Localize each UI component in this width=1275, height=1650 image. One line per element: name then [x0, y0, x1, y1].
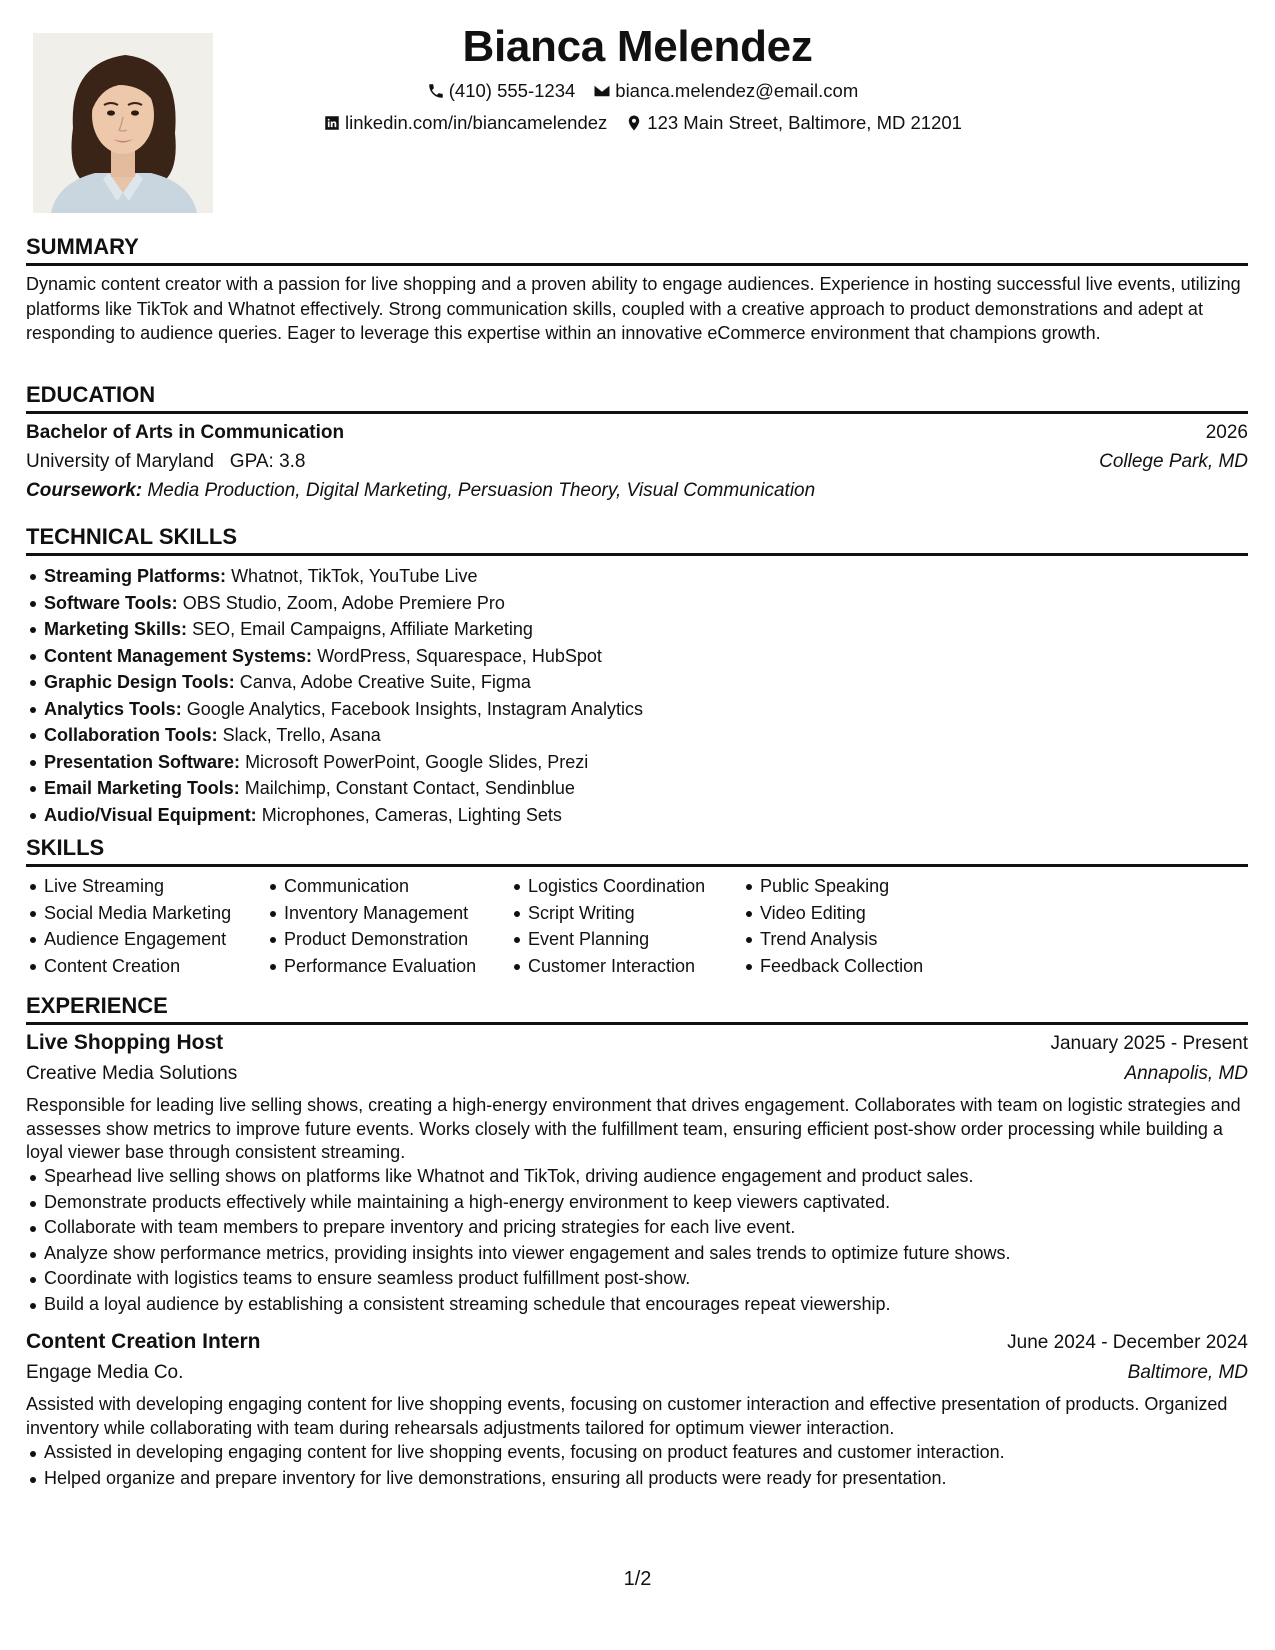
skills-column-3	[510, 873, 705, 979]
address-contact	[625, 112, 962, 134]
job-2-company-row	[26, 1362, 1248, 1384]
job-2-bullets	[26, 1440, 1266, 1491]
job-bullet: Coordinate with logistics teams to ensure seamless product fulfillment post-show.	[44, 1266, 1266, 1292]
technical-skill-item: Marketing Skills: SEO, Email Campaigns, Affiliate Marketing	[44, 616, 1266, 643]
skill-item: Event Planning	[528, 926, 705, 953]
linkedin-icon	[323, 114, 341, 132]
phone-icon	[427, 82, 445, 100]
skill-item: Public Speaking	[760, 873, 923, 900]
school-location: College Park, MD	[1099, 451, 1248, 472]
skills-column-2	[266, 873, 476, 979]
technical-skill-item: Collaboration Tools: Slack, Trello, Asana	[44, 722, 1266, 749]
education-school-row	[26, 451, 1248, 473]
skill-item: Communication	[284, 873, 476, 900]
job-title: Content Creation Intern	[26, 1330, 261, 1353]
education-heading: EDUCATION	[26, 382, 156, 407]
skill-item: Customer Interaction	[528, 953, 705, 980]
experience-divider	[26, 1022, 1248, 1025]
job-dates: January 2025 - Present	[1050, 1033, 1248, 1054]
skill-item: Feedback Collection	[760, 953, 923, 980]
coursework-label: Coursework:	[26, 480, 143, 501]
graduation-year: 2026	[1205, 422, 1248, 443]
skill-item: Script Writing	[528, 900, 705, 927]
technical-skills-heading: TECHNICAL SKILLS	[26, 524, 238, 549]
job-2-title-row	[26, 1330, 1248, 1354]
summary-heading: SUMMARY	[26, 234, 139, 259]
gpa: GPA: 3.8	[229, 451, 306, 472]
envelope-icon	[593, 82, 611, 100]
skill-item: Audience Engagement	[44, 926, 231, 953]
skill-item: Live Streaming	[44, 873, 231, 900]
job-1-company-row	[26, 1063, 1248, 1085]
email-text[interactable]: bianca.melendez@email.com	[615, 80, 859, 101]
school-name: University of Maryland	[26, 451, 214, 472]
candidate-name: Bianca Melendez	[462, 22, 813, 71]
job-2-description: Assisted with developing engaging content for live shopping events, focusing on customer interaction and effective presentation of products. Organized inventory while collaborating with team during rehearsals adjustments tailored for optimum viewer interaction.	[26, 1394, 1228, 1438]
map-pin-icon	[625, 114, 643, 132]
technical-skills-divider	[26, 553, 1248, 556]
linkedin-text[interactable]: linkedin.com/in/biancamelendez	[345, 112, 608, 133]
skill-item: Logistics Coordination	[528, 873, 705, 900]
summary-divider	[26, 263, 1248, 266]
job-bullet: Collaborate with team members to prepare inventory and pricing strategies for each live event.	[44, 1215, 1266, 1241]
experience-heading: EXPERIENCE	[26, 993, 168, 1018]
job-dates: June 2024 - December 2024	[1007, 1332, 1248, 1353]
job-company: Engage Media Co.	[26, 1362, 184, 1383]
email-contact[interactable]	[593, 80, 858, 102]
skill-item: Inventory Management	[284, 900, 476, 927]
technical-skills-list	[26, 563, 1266, 828]
degree-title: Bachelor of Arts in Communication	[26, 422, 345, 443]
job-1-description: Responsible for leading live selling shows, creating a high-energy environment that drives engagement. Collaborates with team on logistic strategies and assesses show metrics to improve future events. Works closely with the fulfillment team, ensuring efficient post-show order processing while building a loyal viewer base through consistent streaming.	[26, 1095, 1241, 1162]
job-bullet: Helped organize and prepare inventory for live demonstrations, ensuring all products were ready for presentation.	[44, 1466, 1266, 1492]
skills-column-1	[26, 873, 231, 979]
skill-item: Product Demonstration	[284, 926, 476, 953]
contact-row-2	[0, 112, 1275, 134]
skill-item: Social Media Marketing	[44, 900, 231, 927]
skills-heading: SKILLS	[26, 835, 105, 860]
skill-item: Performance Evaluation	[284, 953, 476, 980]
page-number: 1/2	[623, 1568, 652, 1590]
job-bullet: Demonstrate products effectively while maintaining a high-energy environment to keep viewers captivated.	[44, 1190, 1266, 1216]
coursework-row	[26, 480, 1248, 502]
technical-skill-item: Audio/Visual Equipment: Microphones, Cameras, Lighting Sets	[44, 802, 1266, 829]
job-bullet: Spearhead live selling shows on platforms like Whatnot and TikTok, driving audience engagement and product sales.	[44, 1164, 1266, 1190]
job-1-bullets	[26, 1164, 1266, 1318]
linkedin-contact[interactable]	[323, 112, 607, 134]
technical-skill-item: Graphic Design Tools: Canva, Adobe Creative Suite, Figma	[44, 669, 1266, 696]
contact-row-1	[0, 80, 1275, 102]
technical-skill-item: Content Management Systems: WordPress, Squarespace, HubSpot	[44, 643, 1266, 670]
skill-item: Trend Analysis	[760, 926, 923, 953]
skills-column-4	[742, 873, 923, 979]
job-location: Baltimore, MD	[1127, 1362, 1248, 1383]
job-location: Annapolis, MD	[1124, 1063, 1248, 1084]
skill-item: Video Editing	[760, 900, 923, 927]
job-bullet: Analyze show performance metrics, providing insights into viewer engagement and sales trends to optimize future shows.	[44, 1241, 1266, 1267]
technical-skill-item: Presentation Software: Microsoft PowerPoint, Google Slides, Prezi	[44, 749, 1266, 776]
job-title: Live Shopping Host	[26, 1031, 224, 1054]
job-1-title-row	[26, 1031, 1248, 1055]
technical-skill-item: Software Tools: OBS Studio, Zoom, Adobe Premiere Pro	[44, 590, 1266, 617]
skills-divider	[26, 864, 1248, 867]
technical-skill-item: Email Marketing Tools: Mailchimp, Constant Contact, Sendinblue	[44, 775, 1266, 802]
coursework-list: Media Production, Digital Marketing, Persuasion Theory, Visual Communication	[147, 480, 816, 501]
technical-skill-item: Streaming Platforms: Whatnot, TikTok, YouTube Live	[44, 563, 1266, 590]
summary-text: Dynamic content creator with a passion for live shopping and a proven ability to engage audiences. Experience in hosting successful live events, utilizing platforms like TikTok and Whatnot effectively. Strong communication skills, coupled with a creative approach to product demonstrations and adept at responding to audience queries. Eager to leverage this expertise within an innovative eCommerce environment that champions growth.	[26, 274, 1241, 343]
phone-text: (410) 555-1234	[448, 80, 576, 101]
job-bullet: Build a loyal audience by establishing a consistent streaming schedule that encourages repeat viewership.	[44, 1292, 1266, 1318]
job-company: Creative Media Solutions	[26, 1063, 238, 1084]
education-divider	[26, 411, 1248, 414]
address-text: 123 Main Street, Baltimore, MD 21201	[647, 112, 962, 133]
phone-contact	[427, 80, 576, 102]
technical-skill-item: Analytics Tools: Google Analytics, Facebook Insights, Instagram Analytics	[44, 696, 1266, 723]
skill-item: Content Creation	[44, 953, 231, 980]
education-degree-row	[26, 422, 1248, 444]
job-bullet: Assisted in developing engaging content for live shopping events, focusing on product features and customer interaction.	[44, 1440, 1266, 1466]
